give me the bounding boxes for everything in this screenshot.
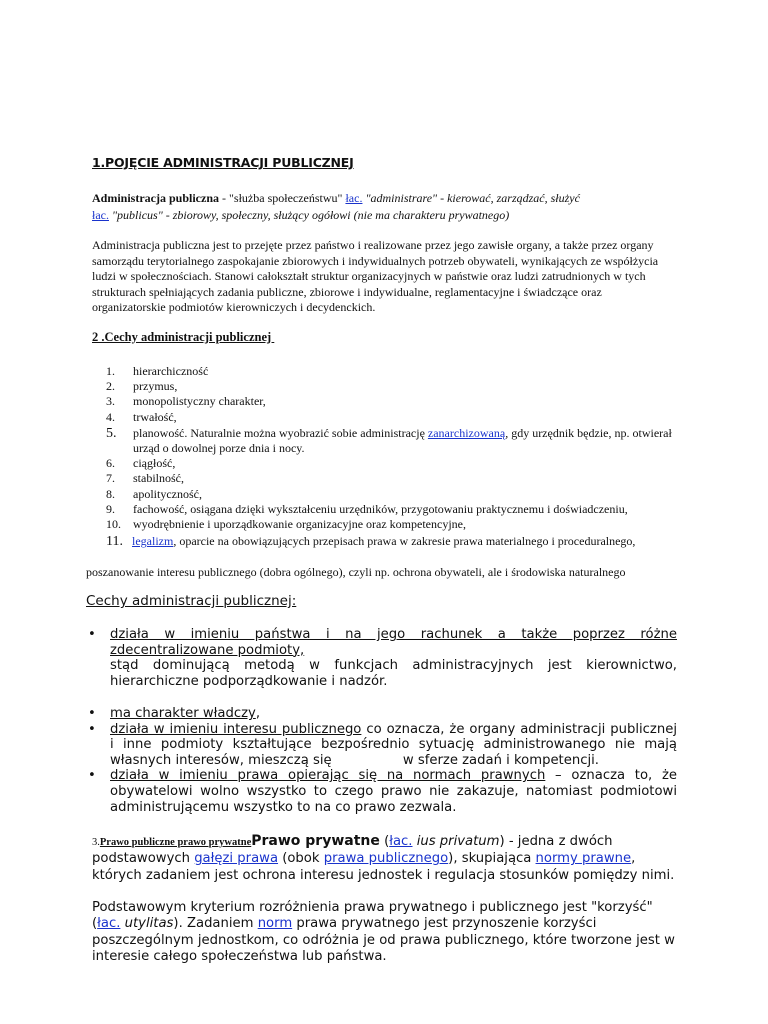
definition-text-2: "administrare" - kierować, zarządzać, służyć xyxy=(362,191,580,205)
text-italic: utylitas xyxy=(120,916,174,932)
bullet-item xyxy=(86,721,682,769)
text: ), skupiająca xyxy=(448,851,536,867)
link-zanarchizowana[interactable]: zanarchizowaną xyxy=(427,425,506,440)
list-number: 7. xyxy=(106,471,115,486)
list-item-text: planowość. Naturalnie można wyobrazić sobie administrację xyxy=(133,425,428,440)
link-lac-1[interactable]: łac. xyxy=(345,191,363,205)
list-item xyxy=(92,379,692,394)
list-item-text: , gdy urzędnik będzie, np. otwierał urząd o dowolnej porze dnia i nocy. xyxy=(133,425,672,456)
link-norm[interactable]: norm xyxy=(257,916,293,932)
bullet-text: co oznacza, że organy administracji publicznej i inne podmioty kształtujące bezpośrednio sytuację administrowanego nie mają własnych interesów, mieszczą się w sferze zadań i kompetencji. xyxy=(110,721,682,768)
bullet-underlined-text: ma charakter władczy xyxy=(110,706,256,721)
bullet-item xyxy=(86,706,677,722)
text: prawa prywatnego jest przynoszenie korzyści poszczególnym jednostkom, co odróżnia je od prawa publicznego, które tworzone jest w interesie całego społeczeństwa lub państwa. xyxy=(92,916,675,965)
section-2-heading: 2 .Cechy administracji publicznej xyxy=(92,330,275,344)
definition-text-3: "publicus" - zbiorowy, społeczny, służący ogółowi (nie ma charakteru prywatnego) xyxy=(109,208,510,222)
bullet-text: – oznacza to, że obywatelowi wolno wszystko to czego prawo nie zakazuje, natomiast podmiotowi administrującemu wszystko to na co prawo zezwala. xyxy=(110,768,678,815)
list-number: 1. xyxy=(106,364,115,378)
text-italic: ius privatum xyxy=(412,834,500,849)
link-lac-2[interactable]: łac. xyxy=(92,208,109,222)
list-item-text: apolityczność, xyxy=(133,486,202,501)
link-lac[interactable]: łac. xyxy=(389,834,413,849)
definition xyxy=(92,190,652,224)
bullet-text: stąd dominującą metodą w funkcjach administracyjnych jest kierownictwo, hierarchiczne podporządkowanie i nadzór. xyxy=(110,658,677,689)
list-number: 3. xyxy=(106,394,115,409)
bullet-item xyxy=(86,627,677,689)
list-item xyxy=(92,410,692,425)
list-number: 5. xyxy=(106,425,117,441)
link-galezi-prawa[interactable]: gałęzi prawa xyxy=(194,851,279,867)
list-item-text: monopolistyczny charakter, xyxy=(133,394,266,409)
list-item xyxy=(92,426,692,456)
list-item-text: ciągłość, xyxy=(133,456,176,471)
list-number: 11. xyxy=(106,534,123,550)
features-bullets-2 xyxy=(86,706,682,815)
text: ) - jedna z dwóch podstawowych xyxy=(92,834,613,867)
list-item xyxy=(92,534,692,549)
link-legalizm[interactable]: legalizm xyxy=(132,534,174,549)
bullet-underlined-text: działa w imieniu interesu publicznego xyxy=(110,721,362,737)
list-item-text: przymus, xyxy=(133,379,178,394)
section-3-heading: Cechy administracji publicznej: xyxy=(86,593,297,609)
administration-paragraph: Administracja publiczna jest to przejęte przez państwo i realizowane przez jego zawisłe organy, a także przez organy samorządu terytorialnego zaspokajanie zbiorowych i indywidualnych potrzeb obywateli, wynikających ze współżycia ludzi w społecznościach. Stanowi całokształt struktur organizacyjnych w państwie oraz ludzi zatrudnionych w tych strukturach spełniających zadania publiczne, zbiorowe i indywidualne, reglamentacyjne i świadczące oraz organizatorskie podmiotów kierowniczych i decydenckich. xyxy=(92,238,659,315)
list-item xyxy=(92,517,692,532)
list-item xyxy=(92,471,692,486)
text: ( xyxy=(379,834,390,849)
list-item-text: hierarchiczność xyxy=(133,364,209,378)
list-item xyxy=(92,456,692,471)
text: , których zadaniem jest ochrona interesu jednostek i regulacja stosunków pomiędzy nimi. xyxy=(92,851,675,883)
link-lac-2[interactable]: łac. xyxy=(97,916,121,932)
definition-text-1: - "służba społeczeństwu" xyxy=(219,191,346,205)
private-law-paragraph xyxy=(92,833,680,884)
section-4-heading: Prawo prywatne xyxy=(251,833,380,849)
text: Podstawowym kryterium rozróżnienia prawa prywatnego i publicznego jest "korzyść" ( xyxy=(92,900,653,932)
section-4-number: 3. xyxy=(92,837,100,848)
list-number: 2. xyxy=(106,379,115,394)
list-item xyxy=(92,394,692,409)
criterion-paragraph xyxy=(92,900,680,966)
list-number: 9. xyxy=(106,501,115,516)
list-item xyxy=(92,502,692,517)
features-list xyxy=(92,364,692,549)
list-item-text: wyodrębnienie i uporządkowanie organizacyjne oraz kompetencyjne, xyxy=(133,517,466,532)
link-prawa-publicznego[interactable]: prawa publicznego xyxy=(323,851,449,867)
list-number: 4. xyxy=(106,409,115,424)
section-1-heading: 1.POJĘCIE ADMINISTRACJI PUBLICZNEJ xyxy=(92,155,354,170)
list-item-text: trwałość, xyxy=(133,409,177,424)
list-item xyxy=(92,364,692,379)
link-normy-prawne[interactable]: normy prawne xyxy=(535,851,632,867)
list-item-text: fachowość, osiągana dzięki wykształceniu urzędników, przygotowaniu praktycznemu i doświadczeniu, xyxy=(133,501,628,516)
list-number: 6. xyxy=(106,456,115,471)
text: ). Zadaniem xyxy=(173,916,258,932)
bullet-underlined-text: działa w imieniu prawa opierając się na normach prawnych xyxy=(110,768,546,784)
section-4-small-heading: Prawo publiczne prawo prywatne xyxy=(99,837,252,848)
definition-term: Administracja publiczna xyxy=(92,191,220,205)
text: (obok xyxy=(278,851,324,867)
features-bullets-1 xyxy=(86,627,677,689)
bullet-text: , xyxy=(255,706,261,721)
list-item-text: , oparcie na obowiązujących przepisach prawa w zakresie prawa materialnego i proceduralnego, xyxy=(173,534,636,549)
bullet-item xyxy=(86,768,677,815)
list-item xyxy=(92,487,692,502)
public-interest-text: poszanowanie interesu publicznego (dobra ogólnego), czyli np. ochrona obywateli, ale i środowiska naturalnego xyxy=(86,565,626,579)
list-number: 10. xyxy=(106,517,121,532)
bullet-underlined-text: działa w imieniu państwa i na jego rachunek a także poprzez różne zdecentralizowane podmioty, xyxy=(110,627,677,658)
list-item-text: stabilność, xyxy=(133,471,184,486)
list-number: 8. xyxy=(106,486,115,501)
